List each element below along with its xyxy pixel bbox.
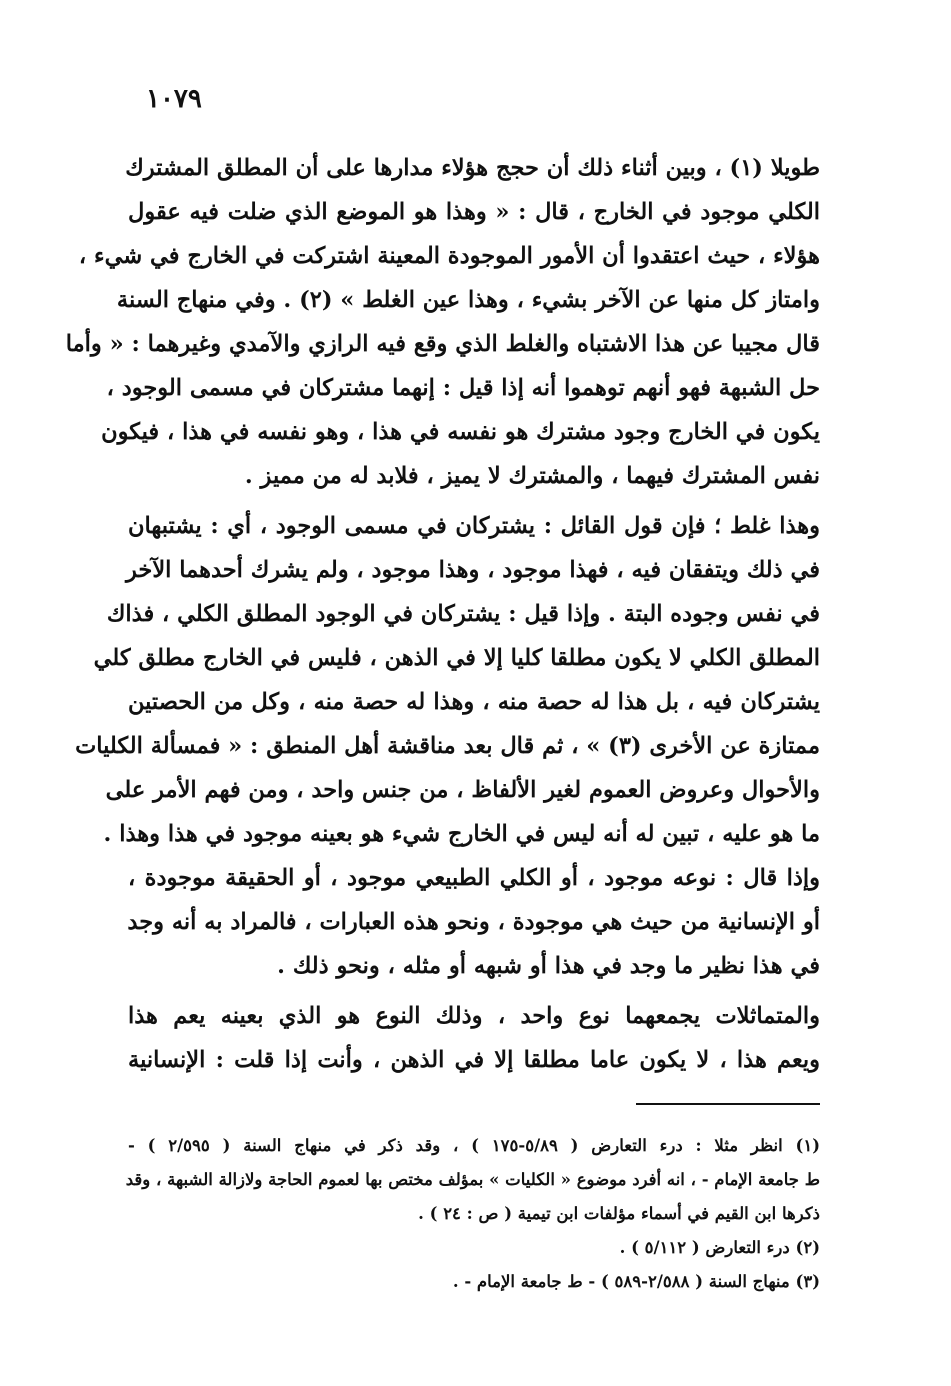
paragraph-1-line: طويلا (١) ، وبين أثناء ذلك أن حجج هؤلاء مدارها على أن المطلق المشترك (125, 155, 820, 181)
paragraph-3-line: ويعم هذا ، لا يكون عاما مطلقا إلا في الذهن ، وأنت إذا قلت : الإنسانية (128, 1047, 820, 1073)
paragraph-2-line: أو الإنسانية من حيث هي موجودة ، ونحو هذه العبارات ، فالمراد به أنه وجد (127, 909, 820, 935)
paragraph-1-line: هؤلاء ، حيث اعتقدوا أن الأمور الموجودة المعينة اشتركت في الخارج في شيء ، (78, 243, 820, 269)
paragraph-2-line: وهذا غلط ؛ فإن قول القائل : يشتركان في مسمى الوجود ، أي : يشتبهان (128, 513, 820, 539)
paragraph-2-line: ما هو عليه ، تبين له أنه ليس في الخارج شيء هو بعينه موجود في هذا وهذا . (103, 821, 820, 847)
footnote-line: (٢) درء التعارض ( ٥/١١٢ ) . (619, 1238, 820, 1257)
paragraph-2-line: يشتركان فيه ، بل هذا له حصة منه ، وهذا له حصة منه ، وكل من الحصتين (128, 689, 820, 715)
footnote-line: (٣) منهاج السنة ( ٢/٥٨٨-٥٨٩ ) - ط جامعة الإمام - . (452, 1272, 820, 1291)
paragraph-2-line: المطلق الكلي لا يكون مطلقا كليا إلا في الذهن ، فليس في الخارج مطلق كلي (93, 645, 820, 671)
footnote-line: ط جامعة الإمام - ، انه أفرد موضوع « الكليات » بمؤلف مختص بها لعموم الحاجة ولازالة الشبهة ، وقد (125, 1170, 820, 1189)
paragraph-1-line: قال مجيبا عن هذا الاشتباه والغلط الذي وقع فيه الرازي والآمدي وغيرهما : « وأما (65, 331, 820, 357)
paragraph-1-line: نفس المشترك فيهما ، والمشترك لا يميز ، فلابد له من مميز . (244, 463, 820, 489)
paragraph-2-line: في نفس وجوده البتة . وإذا قيل : يشتركان في الوجود المطلق الكلي ، فذاك (106, 601, 820, 627)
page-number: ١٠٧٩ (146, 84, 202, 114)
paragraph-1-line: الكلي موجود في الخارج ، قال : « وهذا هو الموضع الذي ضلت فيه عقول (128, 199, 820, 225)
footnote-line: ذكرها ابن القيم في أسماء مؤلفات ابن تيمية ( ص : ٢٤ ) . (418, 1204, 820, 1223)
paragraph-1-line: وامتاز كل منها عن الآخر بشيء ، وهذا عين الغلط » (٢) . وفي منهاج السنة (116, 287, 820, 313)
paragraph-1-line: حل الشبهة فهو أنهم توهموا أنه إذا قيل : إنهما مشتركان في مسمى الوجود ، (106, 375, 820, 401)
paragraph-3-line: والمتماثلات يجمعهما نوع واحد ، وذلك النوع هو الذي بعينه يعم هذا (128, 1003, 820, 1029)
footnote-line: (١) انظر مثلا : درء التعارض ( ٥/٨٩-١٧٥ ) ، وقد ذكر في منهاج السنة ( ٢/٥٩٥ ) - (128, 1136, 821, 1155)
paragraph-2-line: وإذا قال : نوعه موجود ، أو الكلي الطبيعي موجود ، أو الحقيقة موجودة ، (128, 865, 820, 891)
paragraph-2-line: ممتازة عن الأخرى (٣) » ، ثم قال بعد مناقشة أهل المنطق : « فمسألة الكليات (75, 733, 820, 759)
paragraph-1-line: يكون في الخارج وجود مشترك هو نفسه في هذا ، وهو نفسه في هذا ، فيكون (101, 419, 820, 445)
footnote-separator (636, 1103, 820, 1105)
paragraph-2-line: في ذلك ويتفقان فيه ، فهذا موجود ، وهذا موجود ، ولم يشرك أحدهما الآخر (126, 557, 820, 583)
paragraph-2-line: في هذا نظير ما وجد في هذا أو شبهه أو مثله ، ونحو ذلك . (277, 953, 820, 979)
paragraph-2-line: والأحوال وعروض العموم لغير الألفاظ ، من جنس واحد ، ومن فهم الأمر على (105, 777, 820, 803)
